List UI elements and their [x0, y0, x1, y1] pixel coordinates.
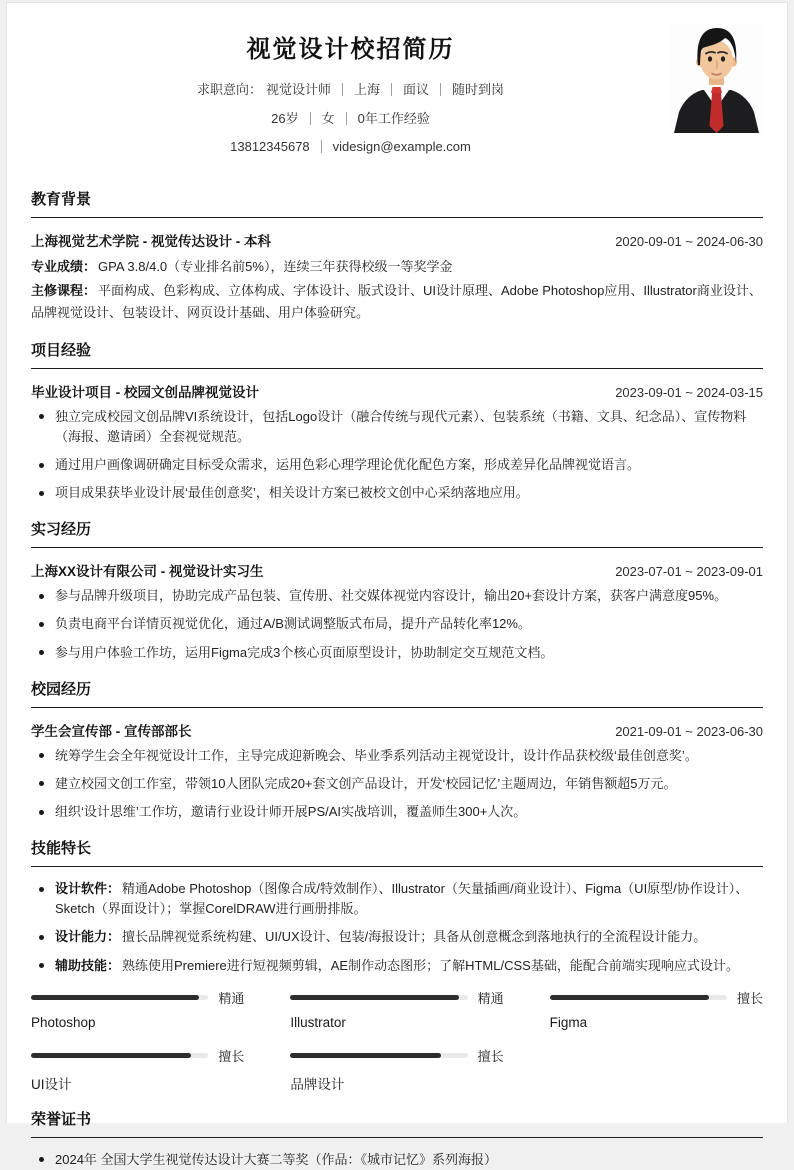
skill-level-label: 擅长 — [736, 990, 763, 1006]
resume-header — [31, 17, 763, 166]
applicant-photo — [670, 23, 763, 133]
education-entry-title: 上海视觉艺术学院 - 视觉传达设计 - 本科 — [31, 233, 271, 249]
age-text: 26岁 — [271, 110, 299, 126]
section-skills — [31, 837, 763, 1093]
divider — [321, 140, 322, 153]
skill-bar-row — [31, 1046, 244, 1065]
campus-entry-date: 2021-09-01 ~ 2023-06-30 — [615, 723, 763, 739]
education-courses-text: 平面构成、色彩构成、立体构成、字体设计、版式设计、UI设计原理、Adobe Photoshop应用、Illustrator商业设计、品牌视觉设计、包装设计、网页设计基础、用户体验研究。 — [31, 282, 762, 320]
skill-bar-track — [31, 1053, 208, 1058]
skill-name-label: Photoshop — [31, 1014, 96, 1030]
project-bullet-list — [31, 407, 763, 504]
skill-bar-brand-design — [290, 1046, 503, 1093]
skill-bars-grid — [31, 988, 763, 1093]
section-heading-projects: 项目经验 — [31, 339, 763, 369]
skill-bar-ui-design — [31, 1046, 244, 1093]
header-info — [31, 17, 670, 166]
intent-availability: 随时到岗 — [452, 82, 505, 97]
list-item: 通过用户画像调研确定目标受众需求，运用色彩心理学理论优化配色方案，形成差异化品牌视觉语言。 — [31, 455, 763, 475]
list-item: 项目成果获毕业设计展‘最佳创意奖’，相关设计方案已被校文创中心采纳落地应用。 — [31, 483, 763, 503]
skills-bullet-list — [31, 879, 763, 976]
education-gpa-label: 专业成绩： — [31, 258, 97, 274]
skill-level-label: 擅长 — [477, 1048, 504, 1064]
profile-line — [31, 109, 670, 129]
education-courses-label: 主修课程： — [31, 282, 97, 298]
list-item: 参与品牌升级项目，协助完成产品包装、宣传册、社交媒体视觉内容设计，输出20+套设计方案，获客户满意度95%。 — [31, 586, 763, 606]
skill-bar-illustrator — [290, 988, 503, 1030]
skill-bar-photoshop — [31, 988, 244, 1030]
campus-entry-head — [31, 720, 763, 740]
divider — [346, 112, 347, 125]
list-item: 建立校园文创工作室，带领10人团队完成20+套文创产品设计，开发‘校园记忆’主题周边，年销售额超5万元。 — [31, 774, 763, 794]
campus-bullet-list — [31, 746, 763, 822]
section-heading-education: 教育背景 — [31, 188, 763, 218]
skill-bar-row — [290, 988, 503, 1007]
intent-city: 上海 — [353, 82, 380, 97]
job-intent-line — [31, 80, 670, 100]
skill-level-label: 精通 — [218, 990, 245, 1006]
divider — [342, 83, 343, 96]
skill-bar-fill — [290, 995, 458, 1000]
skill-name-label: UI设计 — [31, 1076, 72, 1092]
skill-bar-figma — [550, 988, 763, 1030]
skill-extra-text: 熟练使用Premiere进行短视频剪辑，AE制作动态图形；了解HTML/CSS基础，能配合前端实现响应式设计。 — [122, 957, 739, 973]
skill-ability-text: 擅长品牌视觉系统构建、UI/UX设计、包装/海报设计；具备从创意概念到落地执行的全流程设计能力。 — [122, 929, 707, 945]
applicant-avatar-illustration — [670, 23, 763, 133]
skill-bar-row — [290, 1046, 503, 1065]
skill-ability-label: 设计能力： — [55, 929, 121, 945]
skill-software-label: 设计软件： — [55, 881, 121, 897]
education-entry-head — [31, 230, 763, 250]
intent-salary: 面议 — [403, 82, 430, 97]
education-gpa-row — [31, 256, 763, 278]
list-item: 2024年 全国大学生视觉传达设计大赛二等奖（作品：《城市记忆》系列海报） — [31, 1150, 763, 1170]
section-campus — [31, 678, 763, 822]
page-title: 视觉设计校招简历 — [246, 36, 455, 63]
skill-level-label: 擅长 — [218, 1048, 245, 1064]
section-projects — [31, 339, 763, 504]
campus-entry-title: 学生会宣传部 - 宣传部部长 — [31, 723, 192, 739]
skill-bar-fill — [290, 1053, 441, 1058]
project-entry-title: 毕业设计项目 - 校园文创品牌视觉设计 — [31, 384, 259, 400]
list-item — [31, 956, 763, 976]
intent-label: 求职意向： — [196, 82, 262, 97]
list-item — [31, 927, 763, 947]
divider — [391, 83, 392, 96]
internship-entry-title: 上海XX设计有限公司 - 视觉设计实习生 — [31, 564, 264, 580]
email-address: videsign@example.com — [332, 139, 471, 154]
section-heading-internship: 实习经历 — [31, 518, 763, 548]
section-heading-honors: 荣誉证书 — [31, 1108, 763, 1138]
list-item: 独立完成校园文创品牌VI系统设计，包括Logo设计（融合传统与现代元素）、包装系统（书籍、文具、纪念品）、宣传物料（海报、邀请函）全套视觉规范。 — [31, 407, 763, 447]
contact-line — [31, 137, 670, 157]
skill-bar-track — [31, 995, 208, 1000]
project-entry-head — [31, 381, 763, 401]
skill-bar-row — [550, 988, 763, 1007]
skill-software-text: 精通Adobe Photoshop（图像合成/特效制作）、Illustrator（矢量插画/商业设计）、Figma（UI原型/协作设计）、Sketch（界面设计）；掌握CorelDRAW进行画册排版。 — [55, 881, 749, 917]
divider — [440, 83, 441, 96]
skill-bar-fill — [550, 995, 710, 1000]
honors-bullet-list — [31, 1150, 763, 1170]
gender-text: 女 — [321, 110, 335, 126]
skill-level-label: 精通 — [477, 990, 504, 1006]
list-item: 组织‘设计思维’工作坊，邀请行业设计师开展PS/AI实战培训，覆盖师生300+人次。 — [31, 802, 763, 822]
skill-name-label: Illustrator — [290, 1014, 346, 1030]
skill-bar-track — [290, 995, 467, 1000]
skill-name-label: Figma — [549, 1014, 588, 1030]
divider — [310, 112, 311, 125]
section-education — [31, 188, 763, 324]
list-item: 参与用户体验工作坊，运用Figma完成3个核心页面原型设计，协助制定交互规范文档。 — [31, 643, 763, 663]
section-honors — [31, 1108, 763, 1170]
list-item: 统筹学生会全年视觉设计工作，主导完成迎新晚会、毕业季系列活动主视觉设计，设计作品获校级‘最佳创意奖’。 — [31, 746, 763, 766]
education-gpa-text: GPA 3.8/4.0（专业排名前5%），连续三年获得校级一等奖学金 — [98, 258, 453, 274]
skill-bar-fill — [31, 1053, 191, 1058]
education-courses-row — [31, 280, 763, 324]
internship-entry-head — [31, 560, 763, 580]
internship-entry-date: 2023-07-01 ~ 2023-09-01 — [615, 564, 763, 580]
phone-number: 13812345678 — [230, 139, 310, 154]
skill-bar-row — [31, 988, 244, 1007]
skill-bar-track — [290, 1053, 467, 1058]
skill-bar-fill — [31, 995, 199, 1000]
skill-bar-track — [550, 995, 727, 1000]
resume-page — [6, 2, 788, 1167]
experience-text: 0年工作经验 — [357, 110, 430, 126]
section-heading-skills: 技能特长 — [31, 837, 763, 867]
section-heading-campus: 校园经历 — [31, 678, 763, 708]
intent-position: 视觉设计师 — [265, 82, 331, 97]
skill-extra-label: 辅助技能： — [55, 957, 121, 973]
internship-bullet-list — [31, 586, 763, 662]
education-entry-date: 2020-09-01 ~ 2024-06-30 — [615, 233, 763, 249]
list-item: 负责电商平台详情页视觉优化，通过A/B测试调整版式布局，提升产品转化率12%。 — [31, 614, 763, 634]
project-entry-date: 2023-09-01 ~ 2024-03-15 — [615, 384, 763, 400]
skill-name-label: 品牌设计 — [290, 1076, 345, 1092]
section-internship — [31, 518, 763, 662]
list-item — [31, 879, 763, 919]
